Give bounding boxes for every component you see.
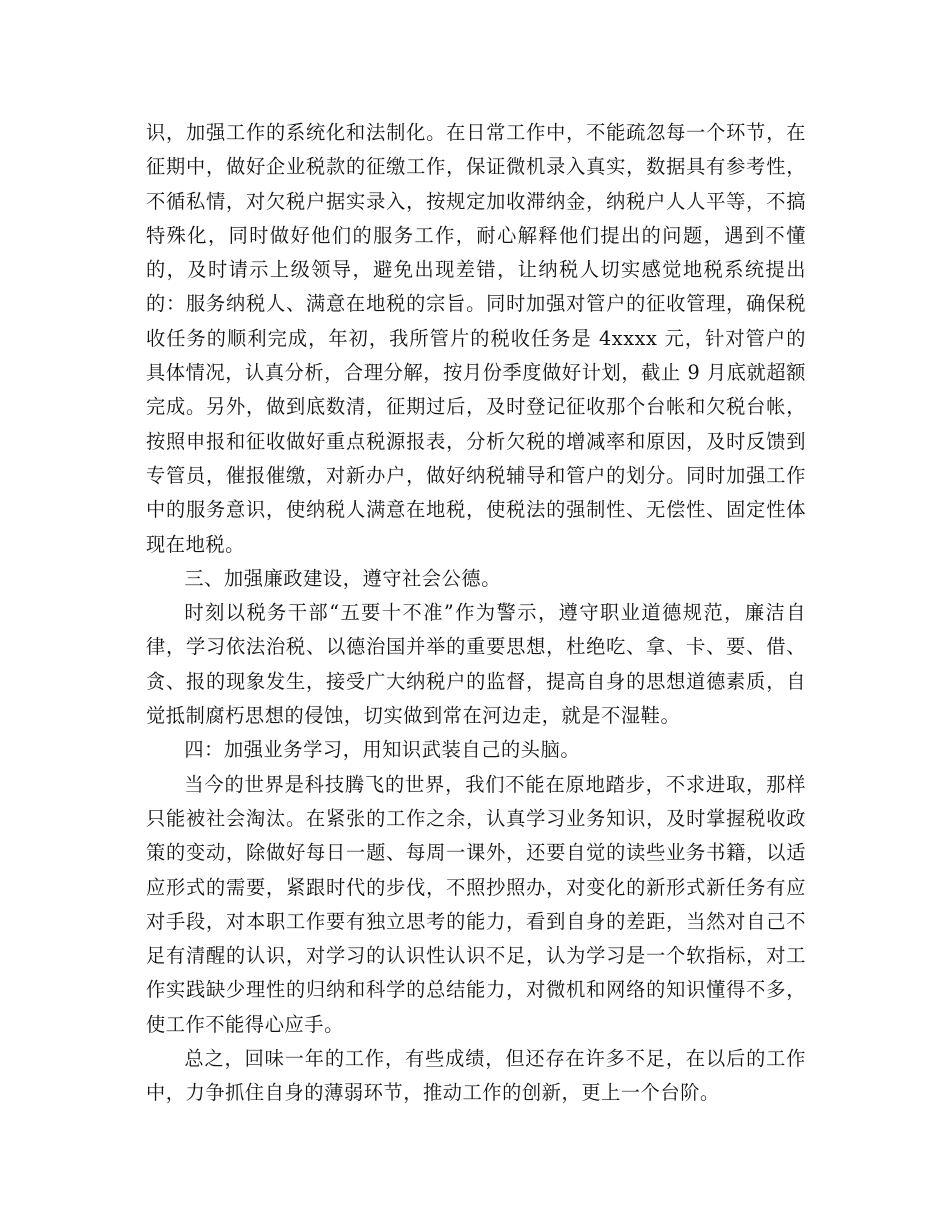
paragraph-continuation: 识，加强工作的系统化和法制化。在日常工作中，不能疏忽每一个环节，在征期中，做好企业税款的征缴工作，保证微机录入真实，数据具有参考性，不循私情，对欠税户据实录入，按规定加收滞纳金，纳税户人人平等，不搞特殊化，同时做好他们的服务工作，耐心解释他们提出的问题，遇到不懂的，及时请示上级领导，避免出现差错，让纳税人切实感觉地税系统提出的：服务纳税人、满意在地税的宗旨。同时加强对管户的征收管理，确保税收任务的顺利完成，年初，我所管片的税收任务是 4xxxx 元，针对管户的具体情况，认真分析，合理分解，按月份季度做好计划，截止 9 月底就超额完成。另外，做到底数清，征期过后，及时登记征收那个台帐和欠税台帐，按照申报和征收做好重点税源报表，分析欠税的增减率和原因，及时反馈到专管员，催报催缴，对新办户，做好纳税辅导和管户的划分。同时加强工作中的服务意识，使纳税人满意在地税，使税法的强制性、无偿性、固定性体现在地税。 bbox=[146, 121, 806, 556]
paragraph-conclusion: 总之，回味一年的工作，有些成绩，但还存在许多不足，在以后的工作中，力争抓住自身的薄弱环节，推动工作的创新，更上一个台阶。 bbox=[146, 1047, 806, 1105]
section-heading-three: 三、加强廉政建设，遵守社会公德。 bbox=[184, 566, 501, 590]
section-heading-four: 四：加强业务学习，用知识武装自己的头脑。 bbox=[184, 738, 581, 762]
paragraph-integrity: 时刻以税务干部“五要十不准”作为警示，遵守职业道德规范，廉洁自律，学习依法治税、以德治国并举的重要思想，杜绝吃、拿、卡、要、借、贪、报的现象发生，接受广大纳税户的监督，提高自身的思想道德素质，自觉抵制腐朽思想的侵蚀，切实做到常在河边走，就是不湿鞋。 bbox=[146, 601, 806, 728]
paragraph-study: 当今的世界是科技腾飞的世界，我们不能在原地踏步，不求进取，那样只能被社会淘汰。在紧张的工作之余，认真学习业务知识，及时掌握税收政策的变动，除做好每日一题、每周一课外，还要自觉的读些业务书籍，以适应形式的需要，紧跟时代的步伐，不照抄照办，对变化的新形式新任务有应对手段，对本职工作要有独立思考的能力，看到自身的差距，当然对自己不足有清醒的认识，对学习的认识性认识不足，认为学习是一个软指标，对工作实践缺少理性的归纳和科学的总结能力，对微机和网络的知识懂得不多，使工作不能得心应手。 bbox=[146, 772, 806, 1036]
document-body bbox=[146, 116, 806, 1111]
